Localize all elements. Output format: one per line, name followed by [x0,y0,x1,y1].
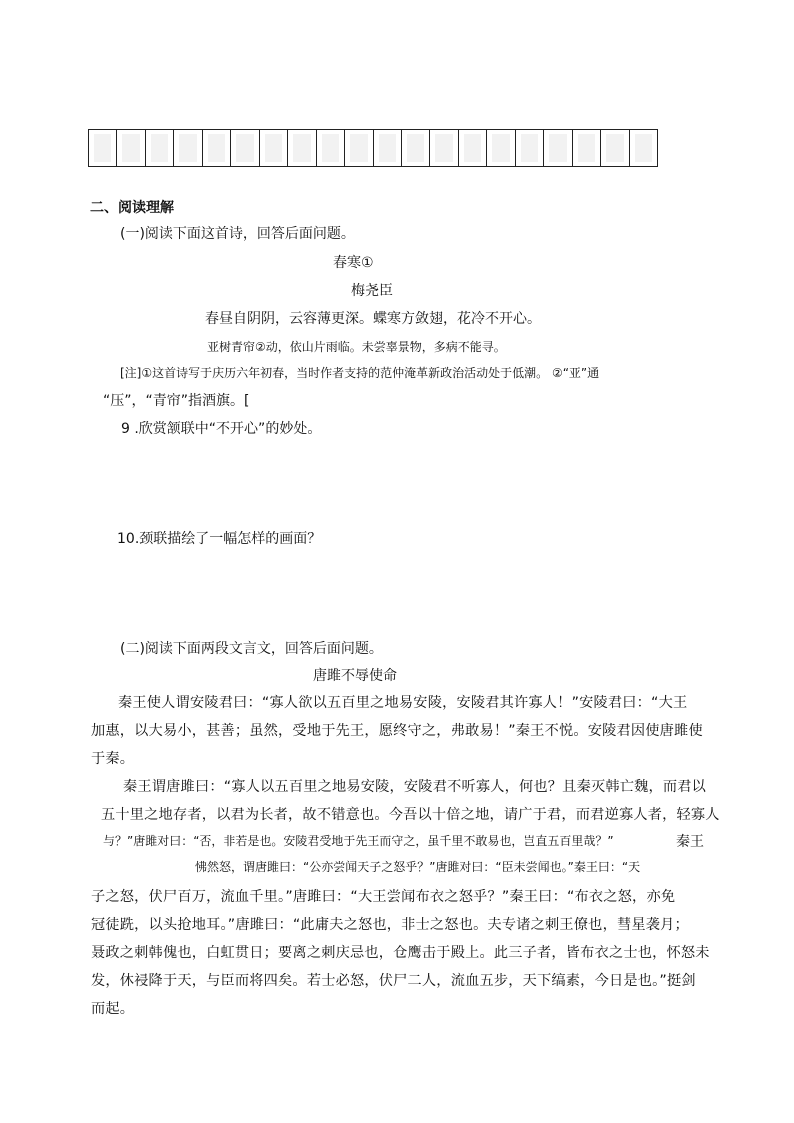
grid-cell[interactable] [629,130,657,166]
grid-cell[interactable] [401,130,429,166]
p2-line: 子之怒，伏尸百万，流血千里。”唐雎曰：“大王尝闻布衣之怒乎？”秦王曰：“布衣之怒，亦免 [91,889,676,905]
p1-line: 加惠，以大易小，甚善；虽然，受地于先王，愿终守之，弗敢易！”秦王不悦。安陵君因使唐雎使 [91,723,703,739]
grid-cell[interactable] [486,130,514,166]
p1-line: 于秦。 [91,751,135,767]
grid-cell[interactable] [458,130,486,166]
question-10: 10.颈联描绘了一幅怎样的画面？ [117,531,322,547]
part2-intro: (二)阅读下面两段文言文，回答后面问题。 [120,641,383,657]
section-heading: 二、阅读理解 [90,200,174,216]
grid-cell[interactable] [344,130,372,166]
part1-intro: (一)阅读下面这首诗，回答后面问题。 [120,226,355,242]
grid-cell[interactable] [316,130,344,166]
grid-cell[interactable] [259,130,287,166]
grid-cell[interactable] [543,130,571,166]
p2-line: 与？”唐雎对曰：“否，非若是也。安陵君受地于先王而守之，虽千里不敢易也，岂直五百里哉？” [103,834,614,848]
p2-line: 秦王 [676,834,704,850]
poem-title: 春寒① [333,255,374,271]
grid-cell[interactable] [600,130,628,166]
p2-line: 而起。 [91,1001,135,1017]
grid-cell[interactable] [373,130,401,166]
grid-cell[interactable] [429,130,457,166]
answer-grid [88,129,658,167]
p1-line: 秦王使人谓安陵君曰：“寡人欲以五百里之地易安陵，安陵君其许寡人！”安陵君曰：“大王 [118,695,688,711]
grid-cell[interactable] [89,130,116,166]
grid-cell[interactable] [515,130,543,166]
grid-cell[interactable] [287,130,315,166]
grid-cell[interactable] [173,130,201,166]
grid-cell[interactable] [202,130,230,166]
note-line-1: [注]①这首诗写于庆历六年初春，当时作者支持的范仲淹革新政治活动处于低潮。 ②“亚”通 [120,366,600,380]
grid-cell[interactable] [116,130,144,166]
p2-line: 冠徒跣，以头抢地耳。”唐雎曰：“此庸夫之怒也，非士之怒也。夫专诸之刺王僚也，彗星袭月； [91,917,689,933]
poem-line-1: 春昼自阴阴，云容薄更深。蝶寒方敛翅，花冷不开心。 [205,311,541,327]
note-line-2: “压”，“青帘”指酒旗。[ [103,393,250,409]
poem-author: 梅尧臣 [351,283,393,299]
grid-cell[interactable] [145,130,173,166]
question-9: 9 .欣赏颔联中“不开心”的妙处。 [121,421,322,437]
p2-line: 怫然怒，谓唐雎曰：“公亦尝闻天子之怒乎？”唐雎对曰：“臣未尝闻也。”秦王曰：“天 [195,860,641,874]
p2-line: 秦王谓唐雎曰：“寡人以五百里之地易安陵，安陵君不听寡人，何也？且秦灭韩亡魏，而君以 [123,779,707,795]
p2-line: 五十里之地存者，以君为长者，故不错意也。今吾以十倍之地，请广于君，而君逆寡人者，轻寡人 [101,807,720,823]
grid-cell[interactable] [230,130,258,166]
p2-line: 发，休祲降于天，与臣而将四矣。若士必怒，伏尸二人，流血五步，天下缟素，今日是也。”挺剑 [91,973,696,989]
p2-line: 聂政之刺韩傀也，白虹贯日；要离之刺庆忌也，仓鹰击于殿上。此三子者，皆布衣之士也，怀怒未 [91,945,710,961]
poem-line-2: 亚树青帘②动，依山片雨临。未尝辜景物，多病不能寻。 [207,340,506,354]
grid-cell[interactable] [572,130,600,166]
passage-title: 唐雎不辱使命 [313,668,397,684]
